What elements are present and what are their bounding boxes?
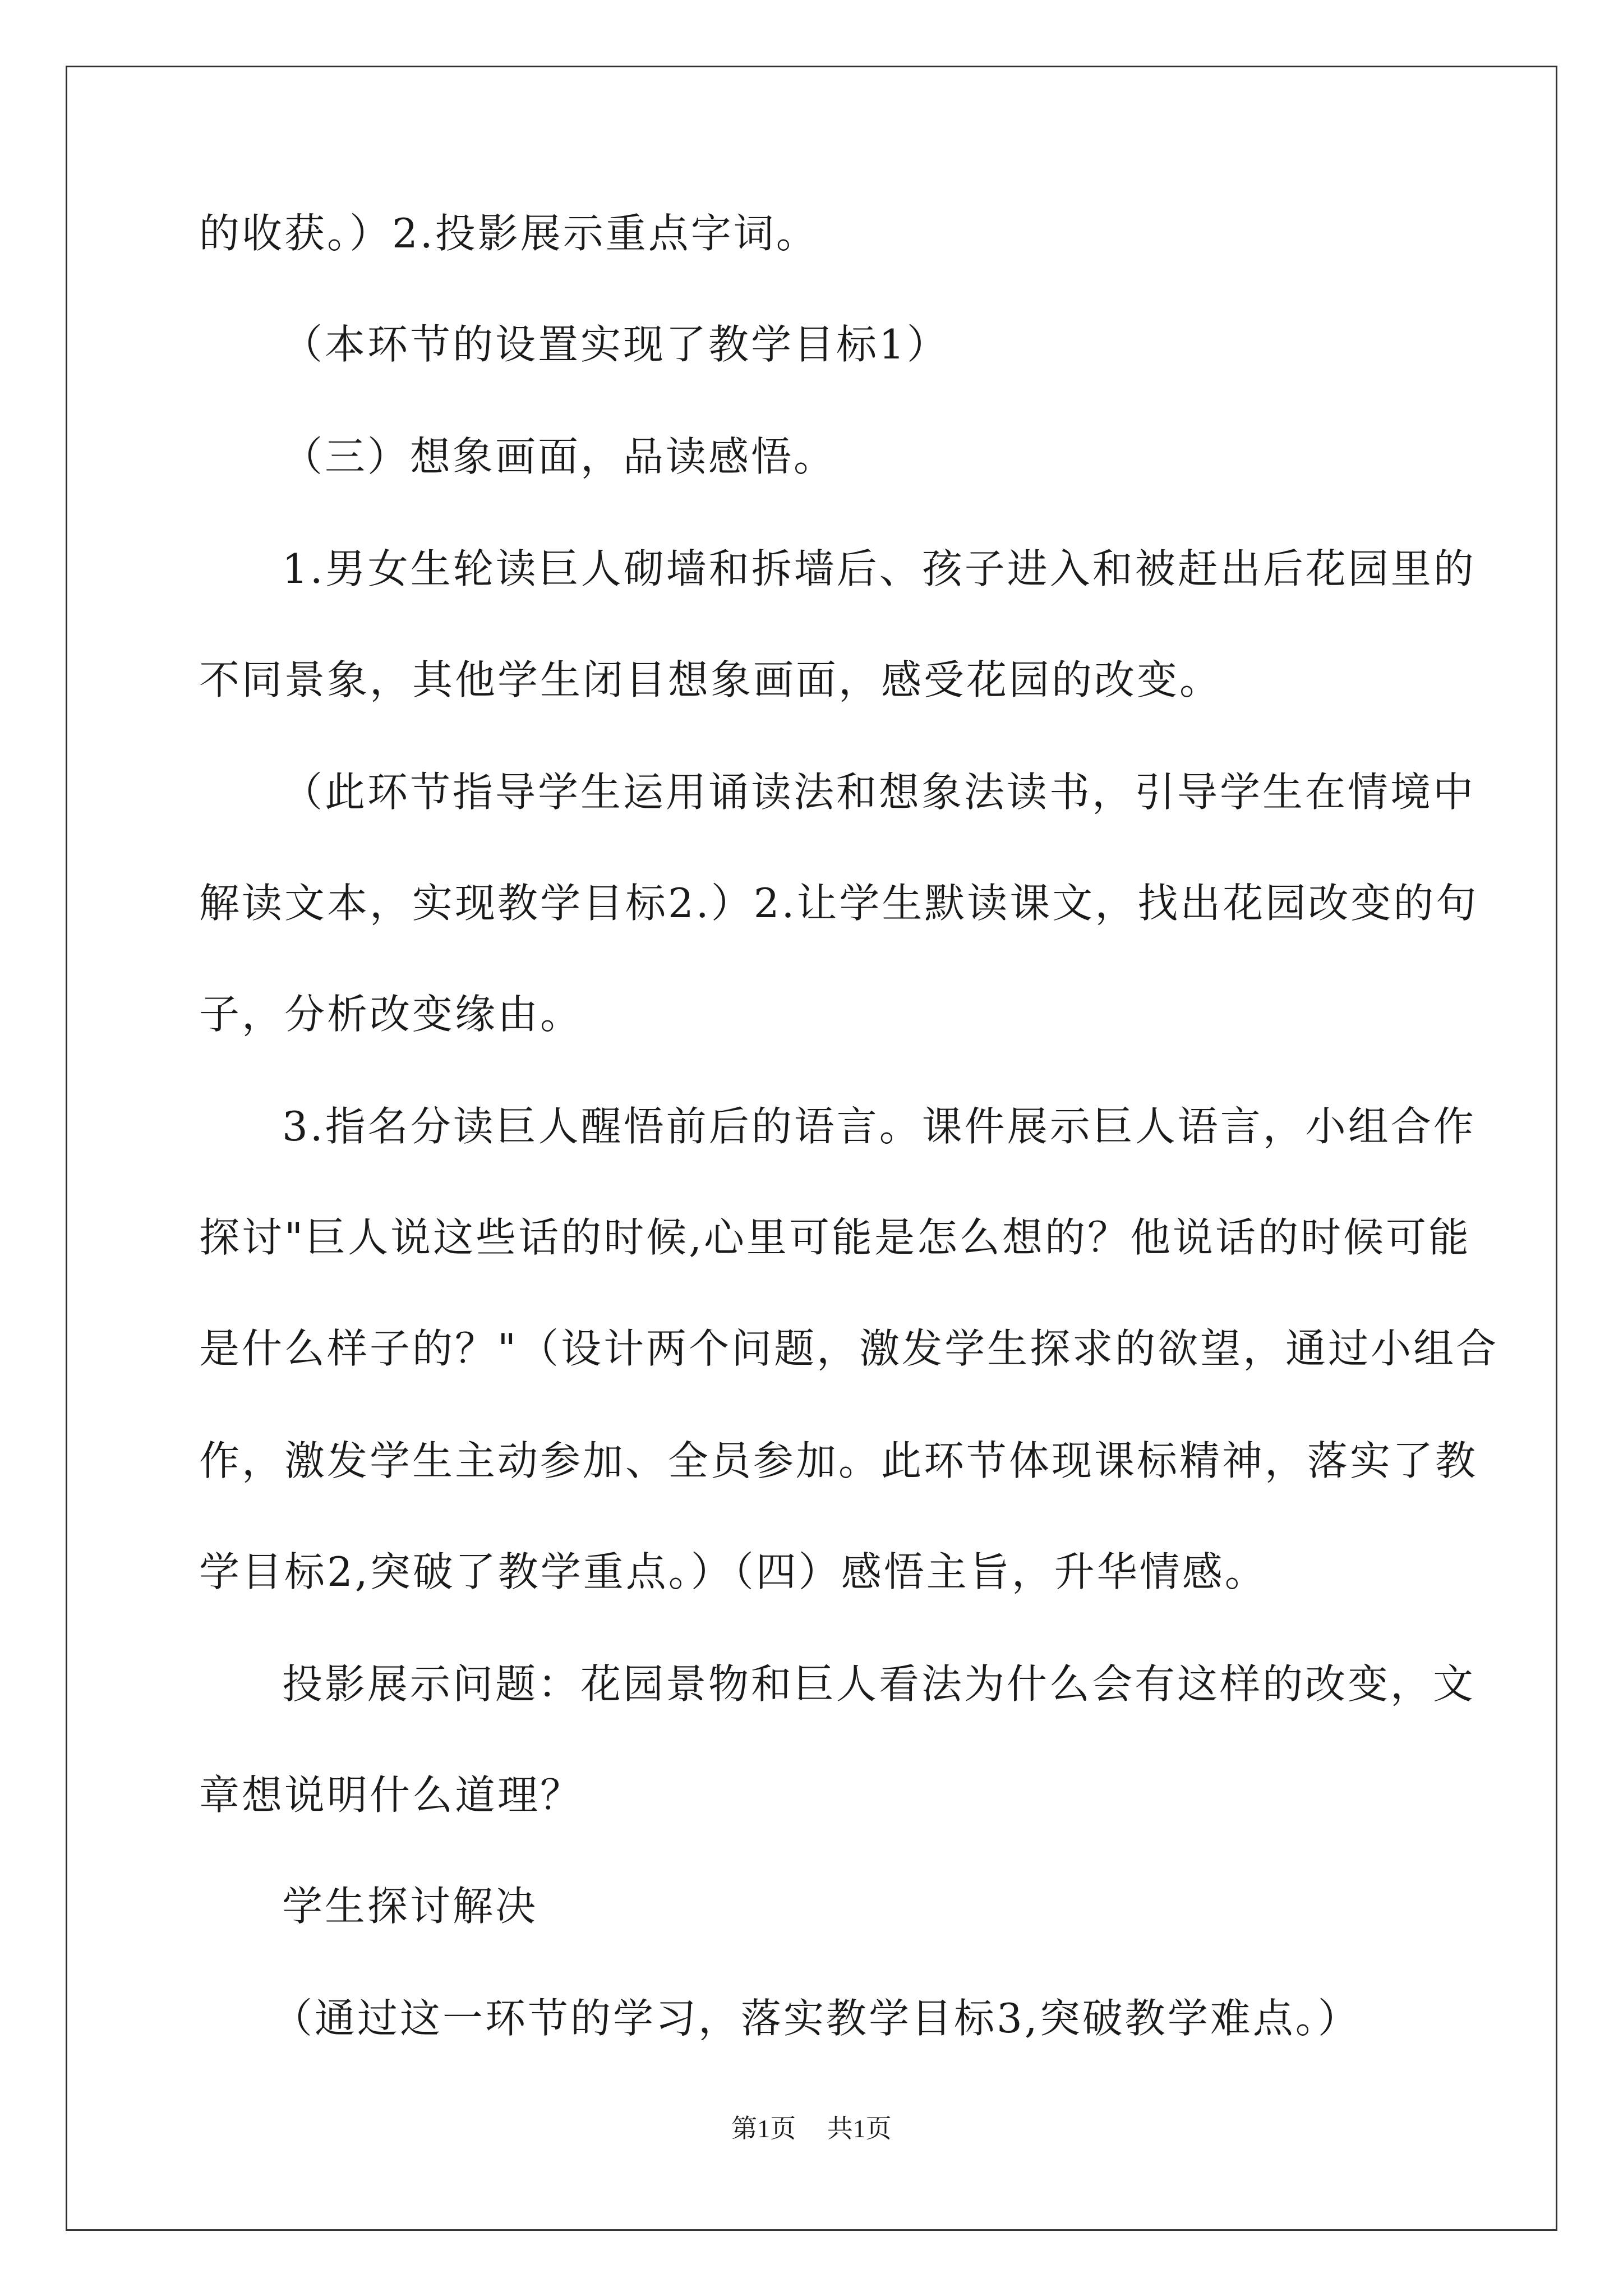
page-number-total: 共1页 [827,2114,892,2143]
text-line-11: 是什么样子的？"（设计两个问题，激发学生探求的欲望，通过小组合 [199,1325,1499,1372]
text-line-6: （此环节指导学生运用诵读法和想象法读书，引导学生在情境中 [282,769,1476,816]
text-line-8: 子，分析改变缘由。 [199,991,583,1038]
text-line-4: 1.男女生轮读巨人砌墙和拆墙后、孩子进入和被赶出后花园里的 [282,545,1476,592]
text-line-16: 学生探讨解决 [282,1883,538,1930]
text-line-3: （三）想象画面，品读感悟。 [282,433,837,480]
page-number-current: 第1页 [731,2114,796,2143]
text-line-14: 投影展示问题：花园景物和巨人看法为什么会有这样的改变，文 [282,1660,1476,1708]
text-line-13: 学目标2,突破了教学重点。）（四）感悟主旨，升华情感。 [199,1548,1267,1595]
text-line-9: 3.指名分读巨人醒悟前后的语言。课件展示巨人语言，小组合作 [282,1103,1476,1150]
text-line-1: 的收获。）2.投影展示重点字词。 [199,210,819,257]
text-line-15: 章想说明什么道理？ [199,1772,583,1819]
text-line-17: （通过这一环节的学习，落实教学目标3,突破教学难点。） [272,1995,1361,2042]
page-footer [0,2108,1623,2145]
text-line-12: 作，激发学生主动参加、全员参加。此环节体现课标精神，落实了教 [199,1437,1478,1484]
text-line-10: 探讨"巨人说这些话的时候,心里可能是怎么想的？他说话的时候可能 [199,1214,1472,1261]
text-line-2: （本环节的设置实现了教学目标1） [282,321,949,368]
text-line-5: 不同景象，其他学生闭目想象画面，感受花园的改变。 [199,656,1223,703]
text-line-7: 解读文本，实现教学目标2.）2.让学生默读课文，找出花园改变的句 [199,880,1479,927]
